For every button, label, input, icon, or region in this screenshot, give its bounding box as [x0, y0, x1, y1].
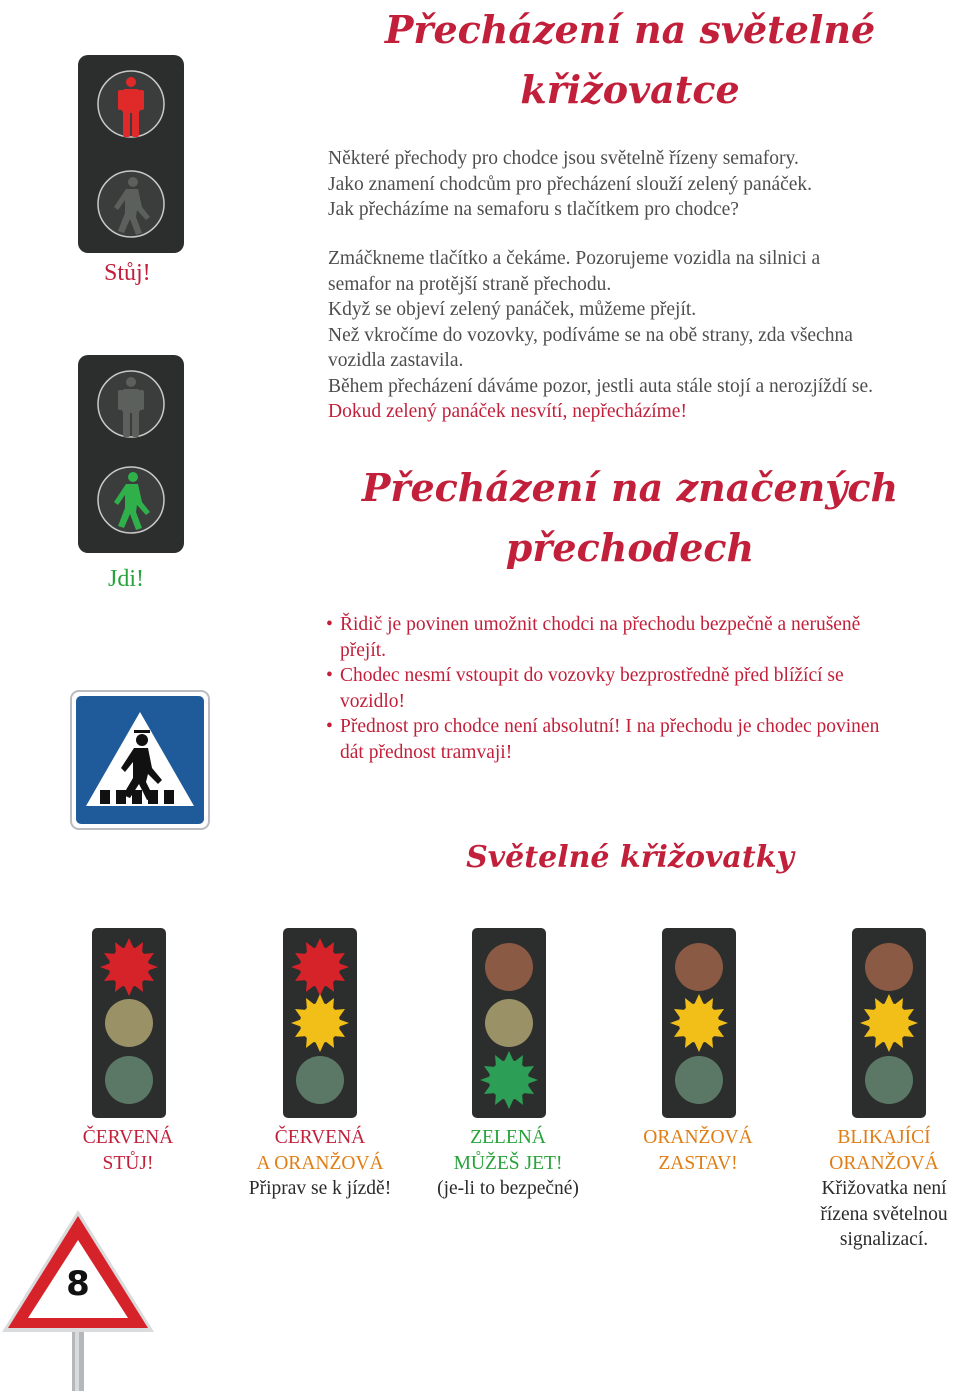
- intro-text: [328, 146, 948, 223]
- rule-line: dát přednost tramvaji!: [340, 741, 513, 763]
- rule-item: [328, 714, 948, 765]
- intro-line: Jak přecházíme na semaforu s tlačítkem pro chodce?: [328, 199, 739, 220]
- warning-line: Dokud zelený panáček nesvítí, nepřecházíme!: [328, 401, 687, 422]
- rule-line: • Chodec nesmí vstoupit do vozovky bezprostředně před blížící se: [340, 665, 844, 686]
- rule-line: přejít.: [340, 639, 387, 661]
- pedestrian-crossing-sign: [70, 690, 210, 830]
- step-line: Zmáčkneme tlačítko a čekáme. Pozorujeme vozidla na silnici a: [328, 248, 821, 269]
- section1-title-line2: křižovatce: [520, 67, 740, 112]
- step-line: Během přecházení dáváme pozor, jestli auta stále stojí a nerozjíždí se.: [328, 375, 874, 397]
- caption-line: A ORANŽOVÁ: [256, 1152, 384, 1174]
- steps-text: [328, 246, 948, 425]
- step-line: vozidla zastavila.: [328, 350, 464, 371]
- intro-line: Některé přechody pro chodce jsou světelně řízeny semafory.: [328, 148, 799, 169]
- caption-amber: [618, 1125, 778, 1176]
- traffic-light-green: [472, 928, 546, 1118]
- pedestrian-signal-stop: [78, 55, 184, 253]
- section1-title: [330, 0, 930, 120]
- step-line: semafor na protější straně přechodu.: [328, 273, 612, 295]
- caption-line: MŮŽEŠ JET!: [453, 1152, 563, 1174]
- caption-line: BLIKAJÍCÍ: [837, 1127, 931, 1148]
- rule-line: • Řidič je povinen umožnit chodci na přechodu bezpečně a nerušeně: [340, 614, 861, 635]
- rule-item: [328, 612, 948, 663]
- caption-red: [48, 1125, 208, 1176]
- rule-line: vozidlo!: [340, 690, 405, 712]
- rule-line: • Přednost pro chodce není absolutní! I na přechodu je chodec povinen: [340, 716, 880, 737]
- section2-title-line1: Přecházení na značených: [361, 465, 899, 510]
- section1-title-line1: Přecházení na světelné: [384, 7, 876, 52]
- caption-green: [418, 1125, 598, 1202]
- rule-item: [328, 663, 948, 714]
- caption-note: (je-li to bezpečné): [437, 1178, 579, 1199]
- traffic-light-amber-blink: [852, 928, 926, 1118]
- caption-note: Připrav se k jízdě!: [248, 1178, 392, 1199]
- section2-title: [330, 458, 930, 578]
- page-number: 8: [66, 1264, 90, 1304]
- caption-line: ORANŽOVÁ: [643, 1127, 753, 1148]
- step-line: Než vkročíme do vozovky, podíváme se na obě strany, zda všechna: [328, 324, 853, 346]
- traffic-light-red-amber: [283, 928, 357, 1118]
- go-label: Jdi!: [108, 566, 144, 592]
- caption-note: řízena světelnou: [820, 1203, 948, 1225]
- caption-line: ZASTAV!: [658, 1152, 738, 1174]
- caption-line: ZELENÁ: [470, 1127, 546, 1148]
- caption-amber-blink: [808, 1125, 960, 1253]
- caption-line: STŮJ!: [102, 1152, 154, 1174]
- caption-red-amber: [230, 1125, 410, 1202]
- caption-note: signalizací.: [839, 1229, 929, 1250]
- stop-label: Stůj!: [104, 260, 151, 286]
- traffic-light-amber: [662, 928, 736, 1118]
- caption-line: ČERVENÁ: [274, 1127, 366, 1148]
- page-number-sign: [0, 1206, 160, 1391]
- crossing-rules: [328, 612, 948, 765]
- caption-note: Křižovatka není: [821, 1178, 947, 1199]
- caption-line: ORANŽOVÁ: [829, 1152, 939, 1174]
- section3-title: Světelné křižovatky: [466, 840, 794, 875]
- pedestrian-signal-go: [78, 355, 184, 553]
- step-line: Když se objeví zelený panáček, můžeme přejít.: [328, 299, 697, 320]
- section2-title-line2: přechodech: [505, 525, 755, 570]
- caption-line: ČERVENÁ: [82, 1127, 174, 1148]
- traffic-light-red: [92, 928, 166, 1118]
- traffic-lights-row: [0, 920, 960, 1130]
- intro-line: Jako znamení chodcům pro přecházení slouží zelený panáček.: [328, 173, 813, 195]
